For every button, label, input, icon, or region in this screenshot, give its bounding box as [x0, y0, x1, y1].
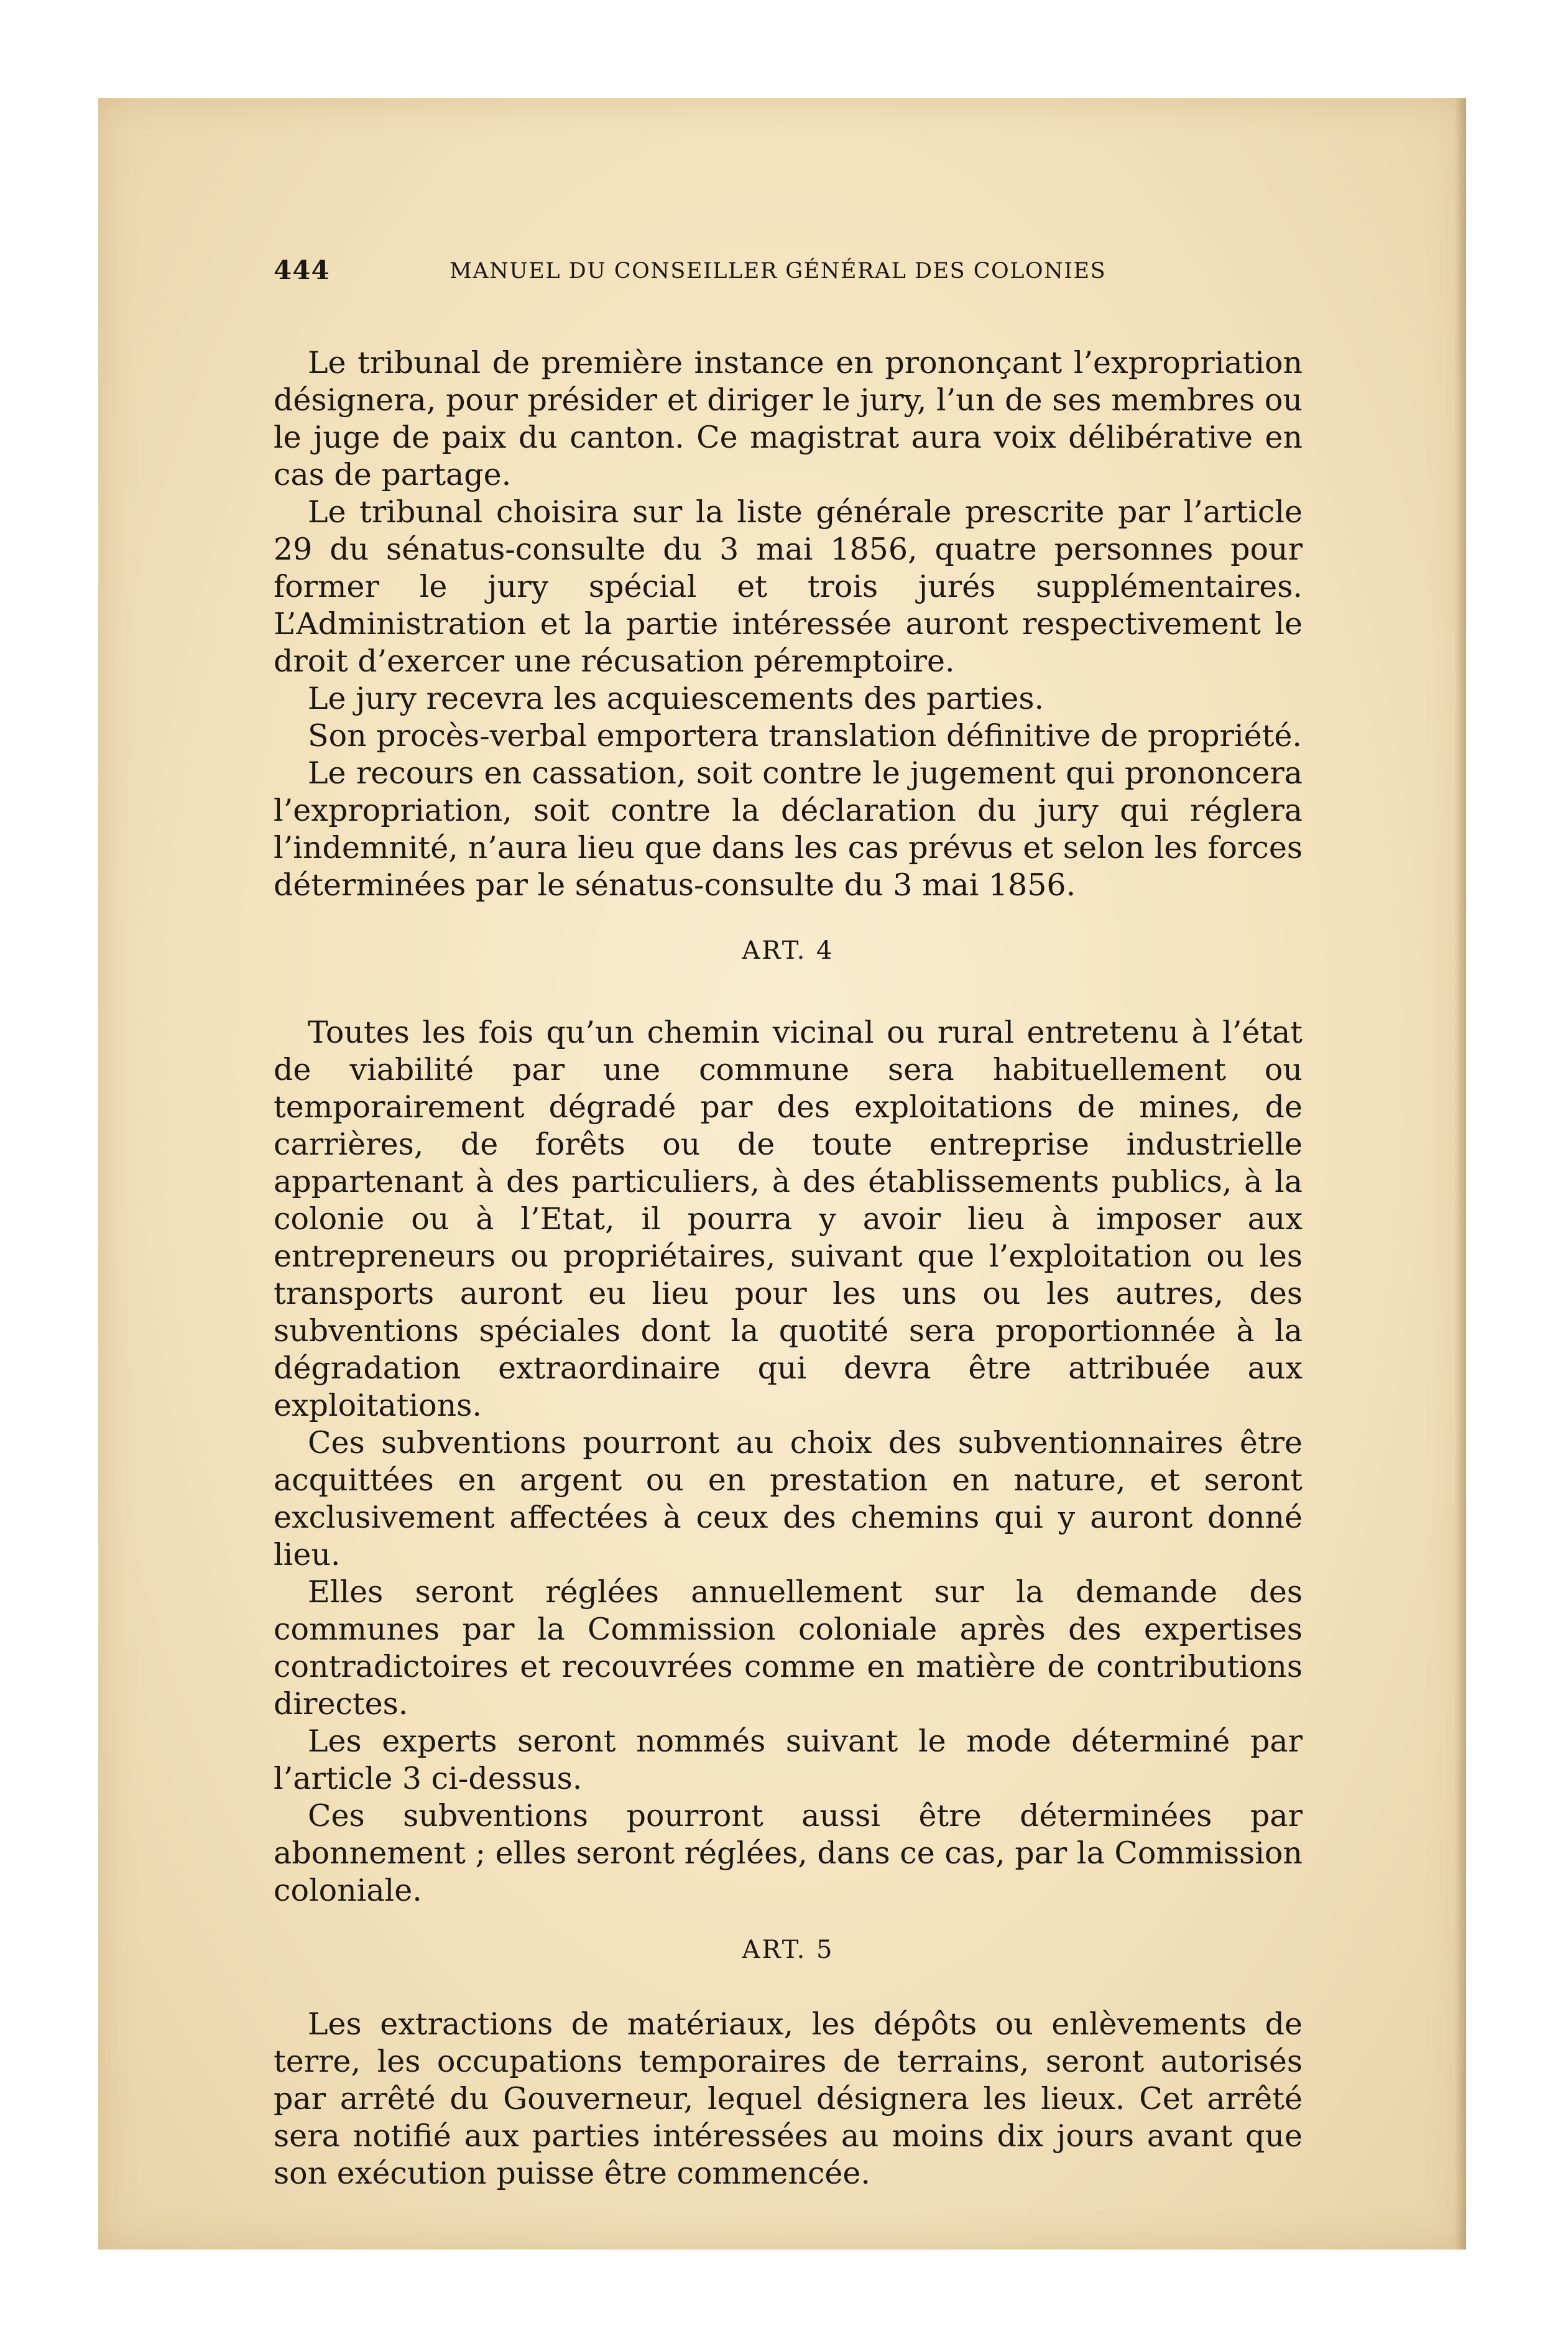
section-top [274, 344, 1303, 904]
page-number: 444 [274, 255, 330, 285]
page-text [274, 255, 1303, 2192]
paragraph: Le jury recevra les acquiescements des parties. [308, 681, 1045, 716]
article-4-body [274, 1014, 1303, 1909]
paragraph: Son procès-verbal emportera translation définitive de propriété. [308, 718, 1302, 754]
paragraph: Ces subventions pourront aussi être déterminées par abonnement ; elles seront réglées, dans ce cas, par la Commission coloniale. [274, 1798, 1303, 1908]
paragraph: Le tribunal choisira sur la liste générale prescrite par l’article 29 du sénatus-consulte du 3 mai 1856, quatre personnes pour former le jury spécial et trois jurés supplémentaires. L’Administration et la partie intéressée auront respectivement le droit d’exercer une récusation péremptoire. [274, 494, 1303, 679]
paragraph: Les experts seront nommés suivant le mode déterminé par l’article 3 ci-dessus. [274, 1724, 1303, 1796]
running-head-title: MANUEL DU CONSEILLER GÉNÉRAL DES COLONIES [450, 259, 1107, 284]
article-4-heading: ART. 4 [742, 936, 834, 965]
article-5-heading: ART. 5 [742, 1936, 834, 1964]
paragraph: Toutes les fois qu’un chemin vicinal ou rural entretenu à l’état de viabilité par une commune sera habituellement ou temporairement dégradé par des exploitations de mines, de carrières, de forêts ou de toute entreprise industrielle appartenant à des particuliers, à des établissements publics, à la colonie ou à l’Etat, il pourra y avoir lieu à imposer aux entrepreneurs ou propriétaires, suivant que l’exploitation ou les transports auront eu lieu pour les uns ou les autres, des subventions spéciales dont la quotité sera proportionnée à la dégradation extraordinaire qui devra être attribuée aux exploitations. [274, 1015, 1303, 1423]
paragraph: Ces subventions pourront au choix des subventionnaires être acquittées en argent ou en prestation en nature, et seront exclusivement affectées à ceux des chemins qui y auront donné lieu. [274, 1425, 1303, 1572]
paragraph: Le recours en cassation, soit contre le jugement qui prononcera l’expropriation, soit contre la déclaration du jury qui réglera l’indemnité, n’aura lieu que dans les cas prévus et selon les forces déterminées par le sénatus-consulte du 3 mai 1856. [274, 755, 1303, 903]
article-5-body [274, 2006, 1303, 2192]
running-head [274, 255, 1303, 292]
page-edge-shadow [1455, 98, 1466, 2250]
paragraph: Elles seront réglées annuellement sur la demande des communes par la Commission coloniale après des expertises contradictoires et recouvrées comme en matière de contributions directes. [274, 1574, 1303, 1722]
paragraph: Le tribunal de première instance en prononçant l’expropriation désignera, pour présider et diriger le jury, l’un de ses membres ou le juge de paix du canton. Ce magistrat aura voix délibérative en cas de partage. [274, 345, 1303, 492]
paragraph: Les extractions de matériaux, les dépôts ou enlèvements de terre, les occupations temporaires de terrains, seront autorisés par arrêté du Gouverneur, lequel désignera les lieux. Cet arrêté sera notifié aux parties intéressées au moins dix jours avant que son exécution puisse être commencée. [274, 2006, 1303, 2191]
